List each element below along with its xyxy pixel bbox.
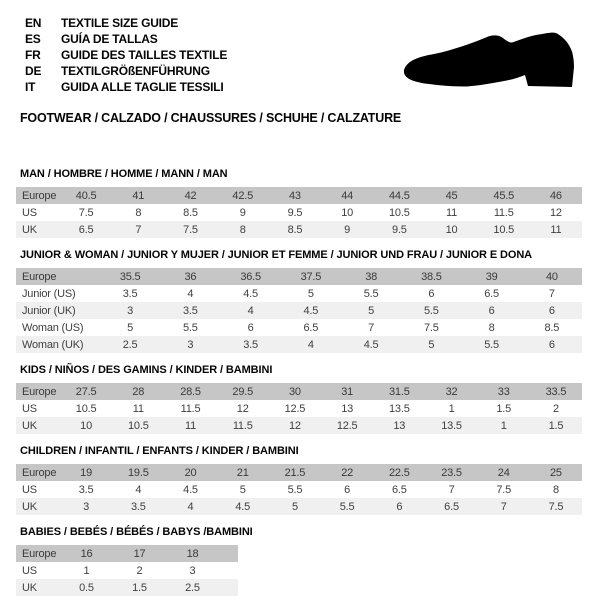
size-cell: 44.5	[389, 189, 410, 202]
size-cell: 5.5	[339, 500, 355, 513]
size-cell: 4	[187, 500, 194, 513]
size-cell: 5	[291, 500, 298, 513]
size-cell: 7.5	[424, 321, 439, 334]
size-cell: 12	[288, 419, 301, 432]
size-table	[16, 383, 582, 434]
row-label: Europe	[22, 385, 57, 398]
table-title: CHILDREN / INFANTIL / ENFANTS / KINDER / BAMBINI	[20, 445, 299, 457]
size-cell: 13	[393, 419, 406, 432]
size-cell: 16	[80, 547, 93, 560]
row-label: Woman (US)	[22, 321, 84, 334]
size-cell: 8	[488, 321, 495, 334]
size-cell: 43	[288, 189, 301, 202]
row-label: UK	[22, 419, 37, 432]
size-cell: 11	[132, 402, 144, 415]
table-title: JUNIOR & WOMAN / JUNIOR Y MUJER / JUNIOR ET FEMME / JUNIOR UND FRAU / JUNIOR E DONA	[20, 249, 533, 261]
table-title: MAN / HOMBRE / HOMME / MANN / MAN	[20, 168, 228, 180]
table-header-row	[16, 545, 238, 562]
row-label: Europe	[22, 270, 57, 283]
size-cell: 7	[500, 500, 507, 513]
table-header-row	[16, 268, 582, 285]
size-cell: 6	[344, 483, 351, 496]
size-cell: 33	[497, 385, 510, 398]
size-table	[16, 545, 238, 596]
size-cell: 5.5	[484, 338, 499, 351]
size-cell: 5	[307, 287, 314, 300]
size-cell: 42	[184, 189, 197, 202]
size-cell: 7.5	[548, 500, 564, 513]
size-cell: 32	[445, 385, 458, 398]
row-label: Europe	[22, 547, 57, 560]
size-cell: 4.5	[235, 500, 251, 513]
size-cell: 4	[307, 338, 314, 351]
size-cell: 19.5	[128, 466, 149, 479]
language-code: FR	[25, 48, 41, 62]
size-cell: 6.5	[303, 321, 319, 334]
size-cell: 2.5	[185, 581, 200, 594]
row-label: Europe	[22, 466, 57, 479]
size-cell: 40.5	[75, 189, 97, 202]
size-cell: 38.5	[421, 270, 442, 283]
size-cell: 21.5	[284, 466, 306, 479]
size-cell: 3.5	[78, 483, 94, 496]
language-title: TEXTILGRÖßENFÜHRUNG	[61, 64, 210, 78]
size-cell: 8	[239, 223, 246, 236]
size-cell: 27.5	[75, 385, 97, 398]
size-cell: 21	[236, 466, 249, 479]
size-cell: 4	[247, 304, 254, 317]
row-label: UK	[22, 500, 37, 513]
language-code: ES	[25, 32, 41, 46]
size-cell: 2.5	[122, 338, 138, 351]
size-cell: 13	[341, 402, 354, 415]
size-cell: 9	[239, 206, 246, 219]
size-cell: 13.5	[389, 402, 410, 415]
size-cell: 5.5	[363, 287, 379, 300]
size-table-section	[0, 364, 600, 434]
row-label: UK	[22, 581, 37, 594]
size-cell: 36.5	[240, 270, 261, 283]
row-label: UK	[22, 223, 37, 236]
language-title: TEXTILE SIZE GUIDE	[61, 16, 179, 30]
size-cell: 41	[132, 189, 145, 202]
size-cell: 6.5	[444, 500, 459, 513]
dress-shoe-icon	[398, 24, 580, 100]
row-label: US	[22, 206, 37, 219]
table-row	[16, 498, 582, 515]
size-cell: 4.5	[303, 304, 319, 317]
size-cell: 45	[445, 189, 458, 202]
size-cell: 45.5	[493, 189, 515, 202]
row-label: Europe	[22, 189, 57, 202]
size-cell: 6	[428, 287, 435, 300]
size-cell: 7	[548, 287, 555, 300]
size-cell: 6.5	[78, 223, 94, 236]
size-cell: 7	[448, 483, 455, 496]
language-code: DE	[25, 64, 42, 78]
size-cell: 4.5	[183, 483, 198, 496]
category-title: FOOTWEAR / CALZADO / CHAUSSURES / SCHUHE / CALZATURE	[20, 111, 402, 125]
size-cell: 10	[445, 223, 458, 236]
size-cell: 10	[80, 419, 93, 432]
size-cell: 12	[236, 402, 249, 415]
size-cell: 25	[550, 466, 562, 479]
size-cell: 4.5	[363, 338, 379, 351]
size-cell: 4.5	[243, 287, 258, 300]
size-cell: 0.5	[79, 581, 94, 594]
size-cell: 1	[500, 419, 507, 432]
size-cell: 4	[187, 287, 194, 300]
size-cell: 23.5	[441, 466, 462, 479]
size-cell: 11.5	[232, 419, 253, 432]
size-cell: 12	[550, 206, 562, 219]
size-cell: 7	[368, 321, 375, 334]
language-code: IT	[25, 80, 36, 94]
size-cell: 6	[396, 500, 403, 513]
table-row	[16, 319, 582, 336]
size-cell: 13.5	[441, 419, 462, 432]
table-header-row	[16, 383, 582, 400]
size-cell: 2	[552, 402, 559, 415]
row-label: Junior (US)	[22, 287, 76, 300]
size-cell: 44	[341, 189, 354, 202]
size-cell: 3	[189, 564, 196, 577]
size-tables	[0, 168, 600, 596]
size-cell: 3.5	[183, 304, 198, 317]
table-title: BABIES / BEBÉS / BÉBÉS / BABYS /BAMBINI	[20, 526, 253, 538]
size-cell: 42.5	[232, 189, 254, 202]
size-cell: 24	[497, 466, 510, 479]
size-cell: 3.5	[243, 338, 258, 351]
size-cell: 8.5	[287, 223, 303, 236]
language-title: GUÍA DE TALLAS	[61, 32, 158, 46]
size-cell: 39	[485, 270, 498, 283]
size-cell: 3	[127, 304, 134, 317]
size-cell: 11	[550, 223, 562, 236]
size-table	[16, 187, 582, 238]
size-cell: 9.5	[287, 206, 303, 219]
size-cell: 11	[184, 419, 197, 432]
size-table	[16, 268, 582, 353]
size-cell: 5	[428, 338, 435, 351]
language-code: EN	[25, 16, 42, 30]
size-cell: 10.5	[128, 419, 149, 432]
size-cell: 10	[341, 206, 354, 219]
size-cell: 38	[365, 270, 378, 283]
size-cell: 12.5	[336, 419, 358, 432]
size-cell: 6	[548, 338, 555, 351]
size-cell: 10.5	[493, 223, 515, 236]
size-cell: 11.5	[493, 206, 514, 219]
size-cell: 30	[288, 385, 301, 398]
language-title: GUIDA ALLE TAGLIE TESSILI	[61, 80, 224, 94]
size-cell: 6.5	[391, 483, 407, 496]
size-cell: 8.5	[183, 206, 198, 219]
size-table-section	[0, 168, 600, 238]
table-header-row	[16, 187, 582, 204]
size-cell: 6	[247, 321, 254, 334]
size-table-section	[0, 526, 600, 596]
size-cell: 1.5	[548, 419, 564, 432]
size-cell: 29.5	[232, 385, 254, 398]
size-cell: 1.5	[496, 402, 512, 415]
size-cell: 7	[135, 223, 142, 236]
size-cell: 7.5	[78, 206, 94, 219]
size-cell: 35.5	[119, 270, 141, 283]
table-row	[16, 481, 582, 498]
size-cell: 20	[184, 466, 197, 479]
size-table-section	[0, 445, 600, 515]
table-row	[16, 302, 582, 319]
table-row	[16, 579, 238, 596]
size-cell: 6.5	[484, 287, 499, 300]
size-table	[16, 464, 582, 515]
size-table-section	[0, 249, 600, 353]
size-cell: 5.5	[424, 304, 439, 317]
size-cell: 1	[83, 564, 90, 577]
size-cell: 31	[341, 385, 354, 398]
size-cell: 28	[132, 385, 145, 398]
size-cell: 5.5	[287, 483, 303, 496]
size-cell: 31.5	[389, 385, 410, 398]
size-cell: 33.5	[545, 385, 567, 398]
size-cell: 8.5	[544, 321, 560, 334]
table-row	[16, 221, 582, 238]
size-cell: 36	[184, 270, 197, 283]
size-cell: 46	[550, 189, 562, 202]
size-cell: 3.5	[122, 287, 138, 300]
size-cell: 7.5	[183, 223, 198, 236]
size-cell: 40	[545, 270, 558, 283]
size-cell: 3	[187, 338, 194, 351]
row-label: US	[22, 483, 37, 496]
size-cell: 3.5	[130, 500, 146, 513]
size-cell: 37.5	[300, 270, 322, 283]
table-row	[16, 400, 582, 417]
size-cell: 10.5	[75, 402, 97, 415]
size-cell: 5	[127, 321, 134, 334]
size-cell: 12.5	[284, 402, 306, 415]
row-label: US	[22, 564, 37, 577]
table-header-row	[16, 464, 582, 481]
size-cell: 5	[368, 304, 375, 317]
size-cell: 18	[186, 547, 199, 560]
table-row	[16, 285, 582, 302]
size-cell: 2	[136, 564, 143, 577]
size-cell: 22.5	[389, 466, 410, 479]
size-cell: 17	[133, 547, 146, 560]
size-cell: 4	[135, 483, 142, 496]
row-label: US	[22, 402, 37, 415]
size-cell: 28.5	[180, 385, 201, 398]
size-cell: 9	[344, 223, 351, 236]
size-cell: 6	[548, 304, 555, 317]
size-cell: 7.5	[496, 483, 512, 496]
table-row	[16, 204, 582, 221]
guide-header	[0, 0, 600, 126]
size-cell: 8	[552, 483, 559, 496]
table-title: KIDS / NIÑOS / DES GAMINS / KINDER / BAMBINI	[20, 364, 273, 376]
language-title: GUIDE DES TAILLES TEXTILE	[61, 48, 228, 62]
size-cell: 11.5	[180, 402, 201, 415]
size-cell: 9.5	[391, 223, 407, 236]
table-row	[16, 417, 582, 434]
size-cell: 5	[239, 483, 246, 496]
size-cell: 6	[488, 304, 495, 317]
size-cell: 19	[80, 466, 93, 479]
size-cell: 1	[448, 402, 455, 415]
row-label: Woman (UK)	[22, 338, 84, 351]
size-cell: 11	[446, 206, 458, 219]
size-cell: 8	[135, 206, 142, 219]
size-cell: 3	[83, 500, 90, 513]
table-row	[16, 336, 582, 353]
size-cell: 1.5	[132, 581, 147, 594]
row-label: Junior (UK)	[22, 304, 76, 317]
size-cell: 5.5	[183, 321, 198, 334]
size-cell: 22	[341, 466, 354, 479]
table-row	[16, 562, 238, 579]
size-cell: 10.5	[389, 206, 410, 219]
